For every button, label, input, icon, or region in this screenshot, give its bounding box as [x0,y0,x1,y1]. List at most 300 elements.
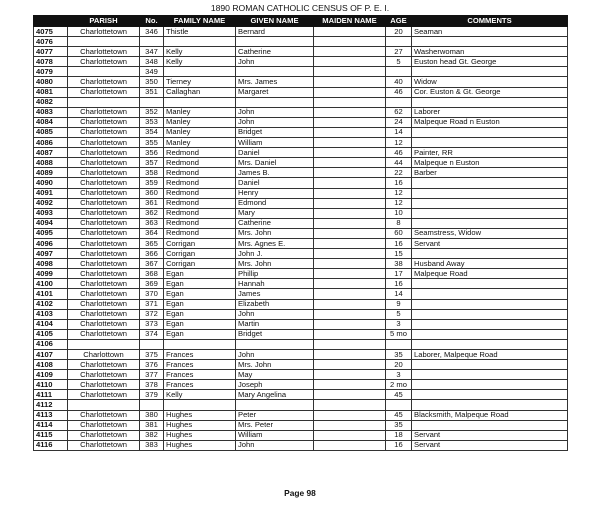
cell-comments [412,279,568,289]
cell-record-id: 4094 [34,218,68,228]
cell-family-name [164,339,236,349]
cell-given-name: John [236,440,314,450]
cell-comments: Malpeque n Euston [412,158,568,168]
cell-maiden-name [314,208,386,218]
cell-number: 355 [140,138,164,148]
cell-number: 367 [140,259,164,269]
cell-parish: Charlottetown [68,228,140,238]
cell-age: 22 [386,168,412,178]
cell-family-name: Manley [164,138,236,148]
cell-family-name: Kelly [164,47,236,57]
table-row [34,410,568,420]
cell-age: 20 [386,27,412,37]
cell-maiden-name [314,238,386,248]
cell-number: 364 [140,228,164,238]
header-row [34,16,568,27]
cell-record-id: 4100 [34,279,68,289]
cell-parish: Charlottetown [68,289,140,299]
cell-maiden-name [314,188,386,198]
cell-number [140,339,164,349]
cell-given-name: Bridget [236,127,314,137]
cell-comments: Servant [412,238,568,248]
cell-age: 14 [386,127,412,137]
cell-number: 349 [140,67,164,77]
cell-comments: Painter, RR [412,148,568,158]
cell-maiden-name [314,410,386,420]
cell-number: 354 [140,127,164,137]
cell-record-id: 4112 [34,400,68,410]
cell-parish [68,37,140,47]
cell-given-name [236,339,314,349]
header-maiden-name: MAIDEN NAME [314,16,386,27]
table-row [34,47,568,57]
cell-number: 377 [140,370,164,380]
cell-given-name: Mrs. John [236,360,314,370]
cell-parish: Charlottetown [68,430,140,440]
cell-record-id: 4079 [34,67,68,77]
cell-record-id: 4081 [34,87,68,97]
cell-parish: Charlottetown [68,47,140,57]
cell-comments [412,97,568,107]
cell-comments [412,67,568,77]
cell-given-name: John [236,350,314,360]
cell-record-id: 4104 [34,319,68,329]
cell-comments: Widow [412,77,568,87]
cell-age: 44 [386,158,412,168]
table-row [34,127,568,137]
cell-given-name: Mrs. Daniel [236,158,314,168]
cell-parish: Charlottetown [68,279,140,289]
cell-maiden-name [314,178,386,188]
cell-comments [412,400,568,410]
cell-given-name: James B. [236,168,314,178]
cell-maiden-name [314,249,386,259]
cell-age: 12 [386,198,412,208]
table-row [34,400,568,410]
cell-given-name: William [236,430,314,440]
cell-record-id: 4086 [34,138,68,148]
table-row [34,228,568,238]
header-age: AGE [386,16,412,27]
cell-parish: Charlottetown [68,370,140,380]
cell-maiden-name [314,107,386,117]
cell-comments [412,319,568,329]
cell-family-name: Frances [164,380,236,390]
cell-maiden-name [314,87,386,97]
cell-number: 362 [140,208,164,218]
cell-parish: Charlottetown [68,168,140,178]
cell-record-id: 4097 [34,249,68,259]
cell-given-name: Henry [236,188,314,198]
cell-record-id: 4096 [34,238,68,248]
cell-parish: Charlottetown [68,198,140,208]
table-row [34,67,568,77]
cell-age: 16 [386,238,412,248]
cell-maiden-name [314,77,386,87]
cell-age: 12 [386,138,412,148]
cell-given-name: Daniel [236,178,314,188]
cell-family-name: Redmond [164,228,236,238]
cell-parish: Charlottown [68,350,140,360]
table-row [34,97,568,107]
cell-family-name: Redmond [164,148,236,158]
cell-family-name: Kelly [164,390,236,400]
cell-given-name: Elizabeth [236,299,314,309]
cell-record-id: 4087 [34,148,68,158]
cell-maiden-name [314,360,386,370]
cell-number: 347 [140,47,164,57]
cell-comments [412,208,568,218]
cell-parish: Charlottetown [68,77,140,87]
cell-family-name [164,400,236,410]
cell-age: 24 [386,117,412,127]
table-row [34,107,568,117]
cell-parish: Charlottetown [68,360,140,370]
header-record-id [34,16,68,27]
cell-record-id: 4091 [34,188,68,198]
cell-maiden-name [314,299,386,309]
cell-record-id: 4115 [34,430,68,440]
cell-age: 18 [386,430,412,440]
table-row [34,299,568,309]
cell-maiden-name [314,440,386,450]
cell-parish: Charlottetown [68,410,140,420]
cell-maiden-name [314,430,386,440]
cell-given-name: Mrs. John [236,228,314,238]
page-title: 1890 ROMAN CATHOLIC CENSUS OF P. E. I. [210,3,390,13]
table-row [34,390,568,400]
cell-family-name: Egan [164,319,236,329]
cell-family-name: Manley [164,107,236,117]
cell-family-name: Egan [164,299,236,309]
cell-given-name: Joseph [236,380,314,390]
cell-parish: Charlottetown [68,299,140,309]
cell-maiden-name [314,289,386,299]
cell-maiden-name [314,259,386,269]
cell-age: 60 [386,228,412,238]
cell-comments [412,37,568,47]
cell-age: 3 [386,319,412,329]
cell-record-id: 4077 [34,47,68,57]
cell-parish: Charlottetown [68,148,140,158]
cell-age: 35 [386,350,412,360]
cell-maiden-name [314,138,386,148]
cell-given-name: Mrs. John [236,259,314,269]
cell-family-name: Redmond [164,218,236,228]
cell-record-id: 4105 [34,329,68,339]
cell-number: 378 [140,380,164,390]
cell-parish: Charlottetown [68,218,140,228]
cell-number: 370 [140,289,164,299]
cell-number: 380 [140,410,164,420]
cell-parish [68,97,140,107]
cell-family-name: Kelly [164,57,236,67]
cell-age: 5 mo [386,329,412,339]
cell-maiden-name [314,420,386,430]
cell-record-id: 4107 [34,350,68,360]
header-number: No. [140,16,164,27]
cell-record-id: 4083 [34,107,68,117]
cell-family-name: Manley [164,117,236,127]
cell-number: 346 [140,27,164,37]
cell-age: 62 [386,107,412,117]
cell-given-name: Mrs. Peter [236,420,314,430]
cell-age: 10 [386,208,412,218]
cell-comments [412,380,568,390]
cell-family-name: Redmond [164,188,236,198]
cell-record-id: 4076 [34,37,68,47]
cell-number: 356 [140,148,164,158]
cell-record-id: 4093 [34,208,68,218]
cell-maiden-name [314,37,386,47]
cell-maiden-name [314,370,386,380]
cell-given-name: William [236,138,314,148]
cell-age: 16 [386,279,412,289]
cell-record-id: 4102 [34,299,68,309]
cell-comments [412,289,568,299]
cell-given-name: May [236,370,314,380]
cell-comments: Laborer [412,107,568,117]
table-row [34,37,568,47]
cell-comments: Seamstress, Widow [412,228,568,238]
table-row [34,289,568,299]
cell-family-name: Manley [164,127,236,137]
cell-age: 14 [386,289,412,299]
table-row [34,198,568,208]
cell-given-name [236,37,314,47]
cell-parish [68,67,140,77]
cell-record-id: 4088 [34,158,68,168]
cell-parish: Charlottetown [68,319,140,329]
cell-family-name: Egan [164,309,236,319]
cell-maiden-name [314,97,386,107]
cell-given-name: Peter [236,410,314,420]
cell-parish: Charlottetown [68,208,140,218]
cell-age: 15 [386,249,412,259]
cell-family-name: Frances [164,360,236,370]
cell-record-id: 4078 [34,57,68,67]
cell-given-name: Martin [236,319,314,329]
table-row [34,238,568,248]
cell-age [386,339,412,349]
cell-record-id: 4113 [34,410,68,420]
cell-comments: Barber [412,168,568,178]
cell-parish: Charlottetown [68,27,140,37]
cell-maiden-name [314,350,386,360]
table-row [34,178,568,188]
cell-number: 379 [140,390,164,400]
cell-parish: Charlottetown [68,269,140,279]
cell-parish: Charlottetown [68,380,140,390]
cell-comments [412,178,568,188]
cell-maiden-name [314,400,386,410]
header-family-name: FAMILY NAME [164,16,236,27]
cell-family-name: Corrigan [164,238,236,248]
cell-given-name: John [236,309,314,319]
cell-age: 38 [386,259,412,269]
cell-family-name [164,37,236,47]
cell-record-id: 4085 [34,127,68,137]
cell-parish [68,339,140,349]
cell-age: 46 [386,148,412,158]
cell-number: 368 [140,269,164,279]
table-row [34,57,568,67]
cell-maiden-name [314,380,386,390]
cell-family-name: Frances [164,350,236,360]
cell-age: 9 [386,299,412,309]
cell-number: 360 [140,188,164,198]
cell-number: 383 [140,440,164,450]
cell-parish: Charlottetown [68,127,140,137]
table-row [34,329,568,339]
cell-maiden-name [314,27,386,37]
cell-family-name: Redmond [164,198,236,208]
cell-comments: Seaman [412,27,568,37]
cell-family-name: Tierney [164,77,236,87]
cell-record-id: 4092 [34,198,68,208]
cell-number: 361 [140,198,164,208]
table-row [34,218,568,228]
cell-given-name: Phillip [236,269,314,279]
cell-age: 20 [386,360,412,370]
cell-given-name [236,400,314,410]
table-row [34,319,568,329]
cell-given-name: James [236,289,314,299]
cell-age [386,400,412,410]
cell-age [386,97,412,107]
cell-number: 358 [140,168,164,178]
cell-given-name: John [236,117,314,127]
cell-maiden-name [314,158,386,168]
cell-number: 369 [140,279,164,289]
cell-family-name: Corrigan [164,249,236,259]
cell-record-id: 4108 [34,360,68,370]
cell-parish: Charlottetown [68,390,140,400]
header-comments: COMMENTS [412,16,568,27]
cell-family-name [164,67,236,77]
cell-maiden-name [314,57,386,67]
cell-number: 381 [140,420,164,430]
cell-parish: Charlottetown [68,329,140,339]
cell-age: 40 [386,77,412,87]
cell-number: 365 [140,238,164,248]
cell-given-name: John J. [236,249,314,259]
cell-number: 350 [140,77,164,87]
cell-given-name: Mrs. James [236,77,314,87]
cell-parish: Charlottetown [68,249,140,259]
cell-family-name: Egan [164,269,236,279]
cell-maiden-name [314,117,386,127]
cell-parish: Charlottetown [68,138,140,148]
cell-comments: Servant [412,440,568,450]
cell-family-name: Callaghan [164,87,236,97]
cell-maiden-name [314,127,386,137]
cell-parish: Charlottetown [68,420,140,430]
table-row [34,138,568,148]
cell-given-name: Mary Angelina [236,390,314,400]
cell-record-id: 4110 [34,380,68,390]
page-number: Page 98 [284,488,316,498]
cell-number: 352 [140,107,164,117]
cell-family-name: Hughes [164,430,236,440]
cell-comments [412,420,568,430]
cell-comments: Malpeque Road n Euston [412,117,568,127]
cell-number: 375 [140,350,164,360]
cell-parish [68,400,140,410]
cell-given-name: Edmond [236,198,314,208]
cell-family-name: Corrigan [164,259,236,269]
table-row [34,440,568,450]
cell-comments [412,127,568,137]
cell-record-id: 4103 [34,309,68,319]
cell-maiden-name [314,279,386,289]
table-row [34,420,568,430]
cell-comments [412,198,568,208]
cell-number: 376 [140,360,164,370]
cell-comments: Blacksmith, Malpeque Road [412,410,568,420]
cell-record-id: 4099 [34,269,68,279]
table-row [34,188,568,198]
cell-given-name [236,67,314,77]
table-row [34,158,568,168]
cell-number: 357 [140,158,164,168]
cell-family-name: Egan [164,279,236,289]
header-given-name: GIVEN NAME [236,16,314,27]
cell-record-id: 4101 [34,289,68,299]
cell-number: 351 [140,87,164,97]
cell-family-name: Redmond [164,168,236,178]
cell-record-id: 4084 [34,117,68,127]
cell-number: 366 [140,249,164,259]
cell-comments [412,309,568,319]
cell-record-id: 4075 [34,27,68,37]
cell-maiden-name [314,168,386,178]
cell-record-id: 4106 [34,339,68,349]
cell-parish: Charlottetown [68,309,140,319]
table-row [34,370,568,380]
table-row [34,117,568,127]
cell-maiden-name [314,67,386,77]
cell-parish: Charlottetown [68,57,140,67]
cell-maiden-name [314,228,386,238]
cell-age: 45 [386,410,412,420]
header-parish: PARISH [68,16,140,27]
cell-given-name: John [236,107,314,117]
cell-comments: Servant [412,430,568,440]
cell-family-name: Hughes [164,410,236,420]
cell-number: 348 [140,57,164,67]
cell-maiden-name [314,309,386,319]
table-row [34,350,568,360]
cell-parish: Charlottetown [68,87,140,97]
cell-given-name: Mrs. Agnes E. [236,238,314,248]
cell-age: 2 mo [386,380,412,390]
cell-comments: Husband Away [412,259,568,269]
table-row [34,279,568,289]
table-row [34,360,568,370]
cell-maiden-name [314,218,386,228]
cell-age: 46 [386,87,412,97]
table-row [34,269,568,279]
cell-age: 27 [386,47,412,57]
cell-record-id: 4090 [34,178,68,188]
cell-given-name: Hannah [236,279,314,289]
cell-age: 17 [386,269,412,279]
cell-number: 371 [140,299,164,309]
census-table [33,15,568,451]
cell-comments [412,218,568,228]
cell-comments [412,370,568,380]
